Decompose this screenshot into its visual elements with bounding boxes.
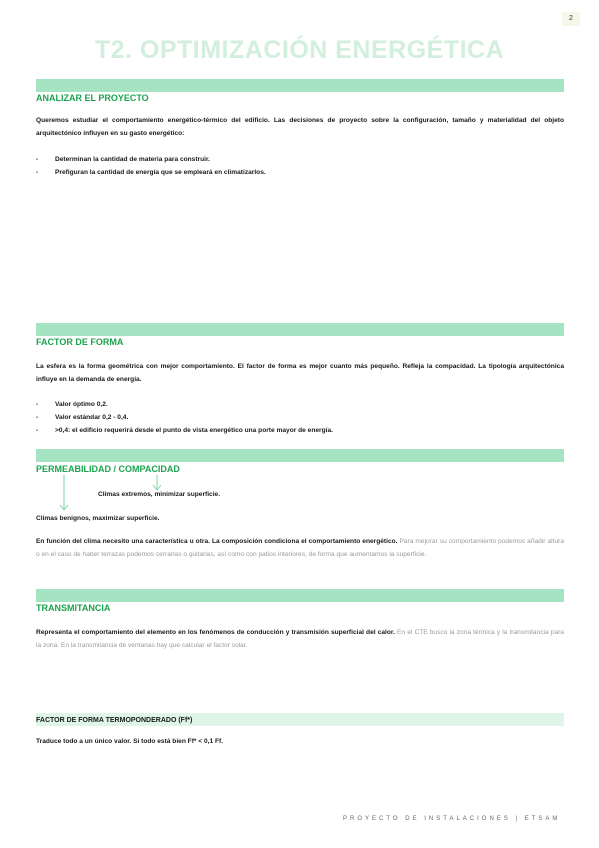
page-title: T2. OPTIMIZACIÓN ENERGÉTICA — [94, 36, 505, 64]
section-bar-factor — [36, 323, 564, 336]
bullet-list-factor — [36, 398, 564, 437]
factor-termo-text: Traduce todo a un único valor. Si todo está bien Ff* < 0,1 Ff. — [36, 738, 224, 745]
list-item: - Valor óptimo 0,2. — [36, 401, 108, 408]
paragraph-transmitancia — [36, 627, 564, 652]
section-bar-permeabilidad — [36, 449, 564, 462]
paragraph-factor: La esfera es la forma geométrica con mejor comportamiento. El factor de forma es mejor cuanto más pequeño. Refleja la compacidad. La tipología arquitectónica influye en la demanda de energía. — [36, 363, 564, 383]
arrow-down-icon — [57, 474, 71, 514]
section-bar-transmitancia — [36, 589, 564, 602]
list-item-text: Determinan la cantidad de materia para construir. — [55, 156, 211, 163]
heading-transmitancia: TRANSMITANCIA — [36, 603, 111, 613]
paragraph-bold: Representa el comportamiento del elemento en los fenómenos de conducción y transmisión superficial del calor. — [36, 629, 395, 636]
heading-permeabilidad: PERMEABILIDAD / COMPACIDAD — [36, 464, 180, 474]
paragraph-analizar: Queremos estudiar el comportamiento energético-térmico del edificio. Las decisiones de proyecto sobre la configuración, tamaño y materialidad del objeto arquitectónico influyen en su gasto energético: — [36, 117, 564, 137]
heading-factor: FACTOR DE FORMA — [36, 337, 124, 347]
climas-extremos-text: Climas extremos, minimizar superficie. — [98, 491, 221, 498]
list-item: - Determinan la cantidad de materia para construir. — [36, 156, 211, 163]
footer: PROYECTO DE INSTALACIONES | ETSAM — [343, 816, 561, 822]
climas-benignos-text: Climas benignos, maximizar superficie. — [36, 515, 160, 522]
heading-analizar: ANALIZAR EL PROYECTO — [36, 93, 149, 103]
paragraph-gray: Para mejorar su comportamiento podemos añadir altura o en el caso de haber terrazas podemos cerrarlas o quitarlas, así como con patios interiores, de forma que aumentamos la superficie. — [36, 538, 564, 558]
bullet-list-analizar — [36, 153, 564, 179]
list-item-text: Valor estándar 0,2 - 0,4. — [55, 414, 129, 421]
list-item-text: Valor óptimo 0,2. — [55, 401, 108, 408]
paragraph-permeabilidad — [36, 536, 564, 561]
heading-factor-termo: FACTOR DE FORMA TERMOPONDERADO (Ff*) — [36, 717, 193, 724]
list-item-text: >0,4: el edificio requerirá desde el punto de vista energético una porte mayor de energía. — [55, 427, 333, 434]
section-bar-analizar — [36, 79, 564, 92]
list-item: - Valor estándar 0,2 - 0,4. — [36, 414, 129, 421]
paragraph-bold: En función del clima necesito una característica u otra. La composición condiciona el comportamiento energético. — [36, 538, 398, 545]
list-item: - >0,4: el edificio requerirá desde el punto de vista energético una porte mayor de energía. — [36, 427, 333, 434]
paragraph-gray: En el CTE busco la zona térmica y la transmitancia para la zona. En la transmitancia de ventanas hay que calcular el factor solar. — [36, 629, 564, 649]
list-item: - Prefiguran la cantidad de energía que se empleará en climatizarlos. — [36, 169, 266, 176]
page-number: 2 — [562, 12, 580, 26]
list-item-text: Prefiguran la cantidad de energía que se empleará en climatizarlos. — [55, 169, 266, 176]
